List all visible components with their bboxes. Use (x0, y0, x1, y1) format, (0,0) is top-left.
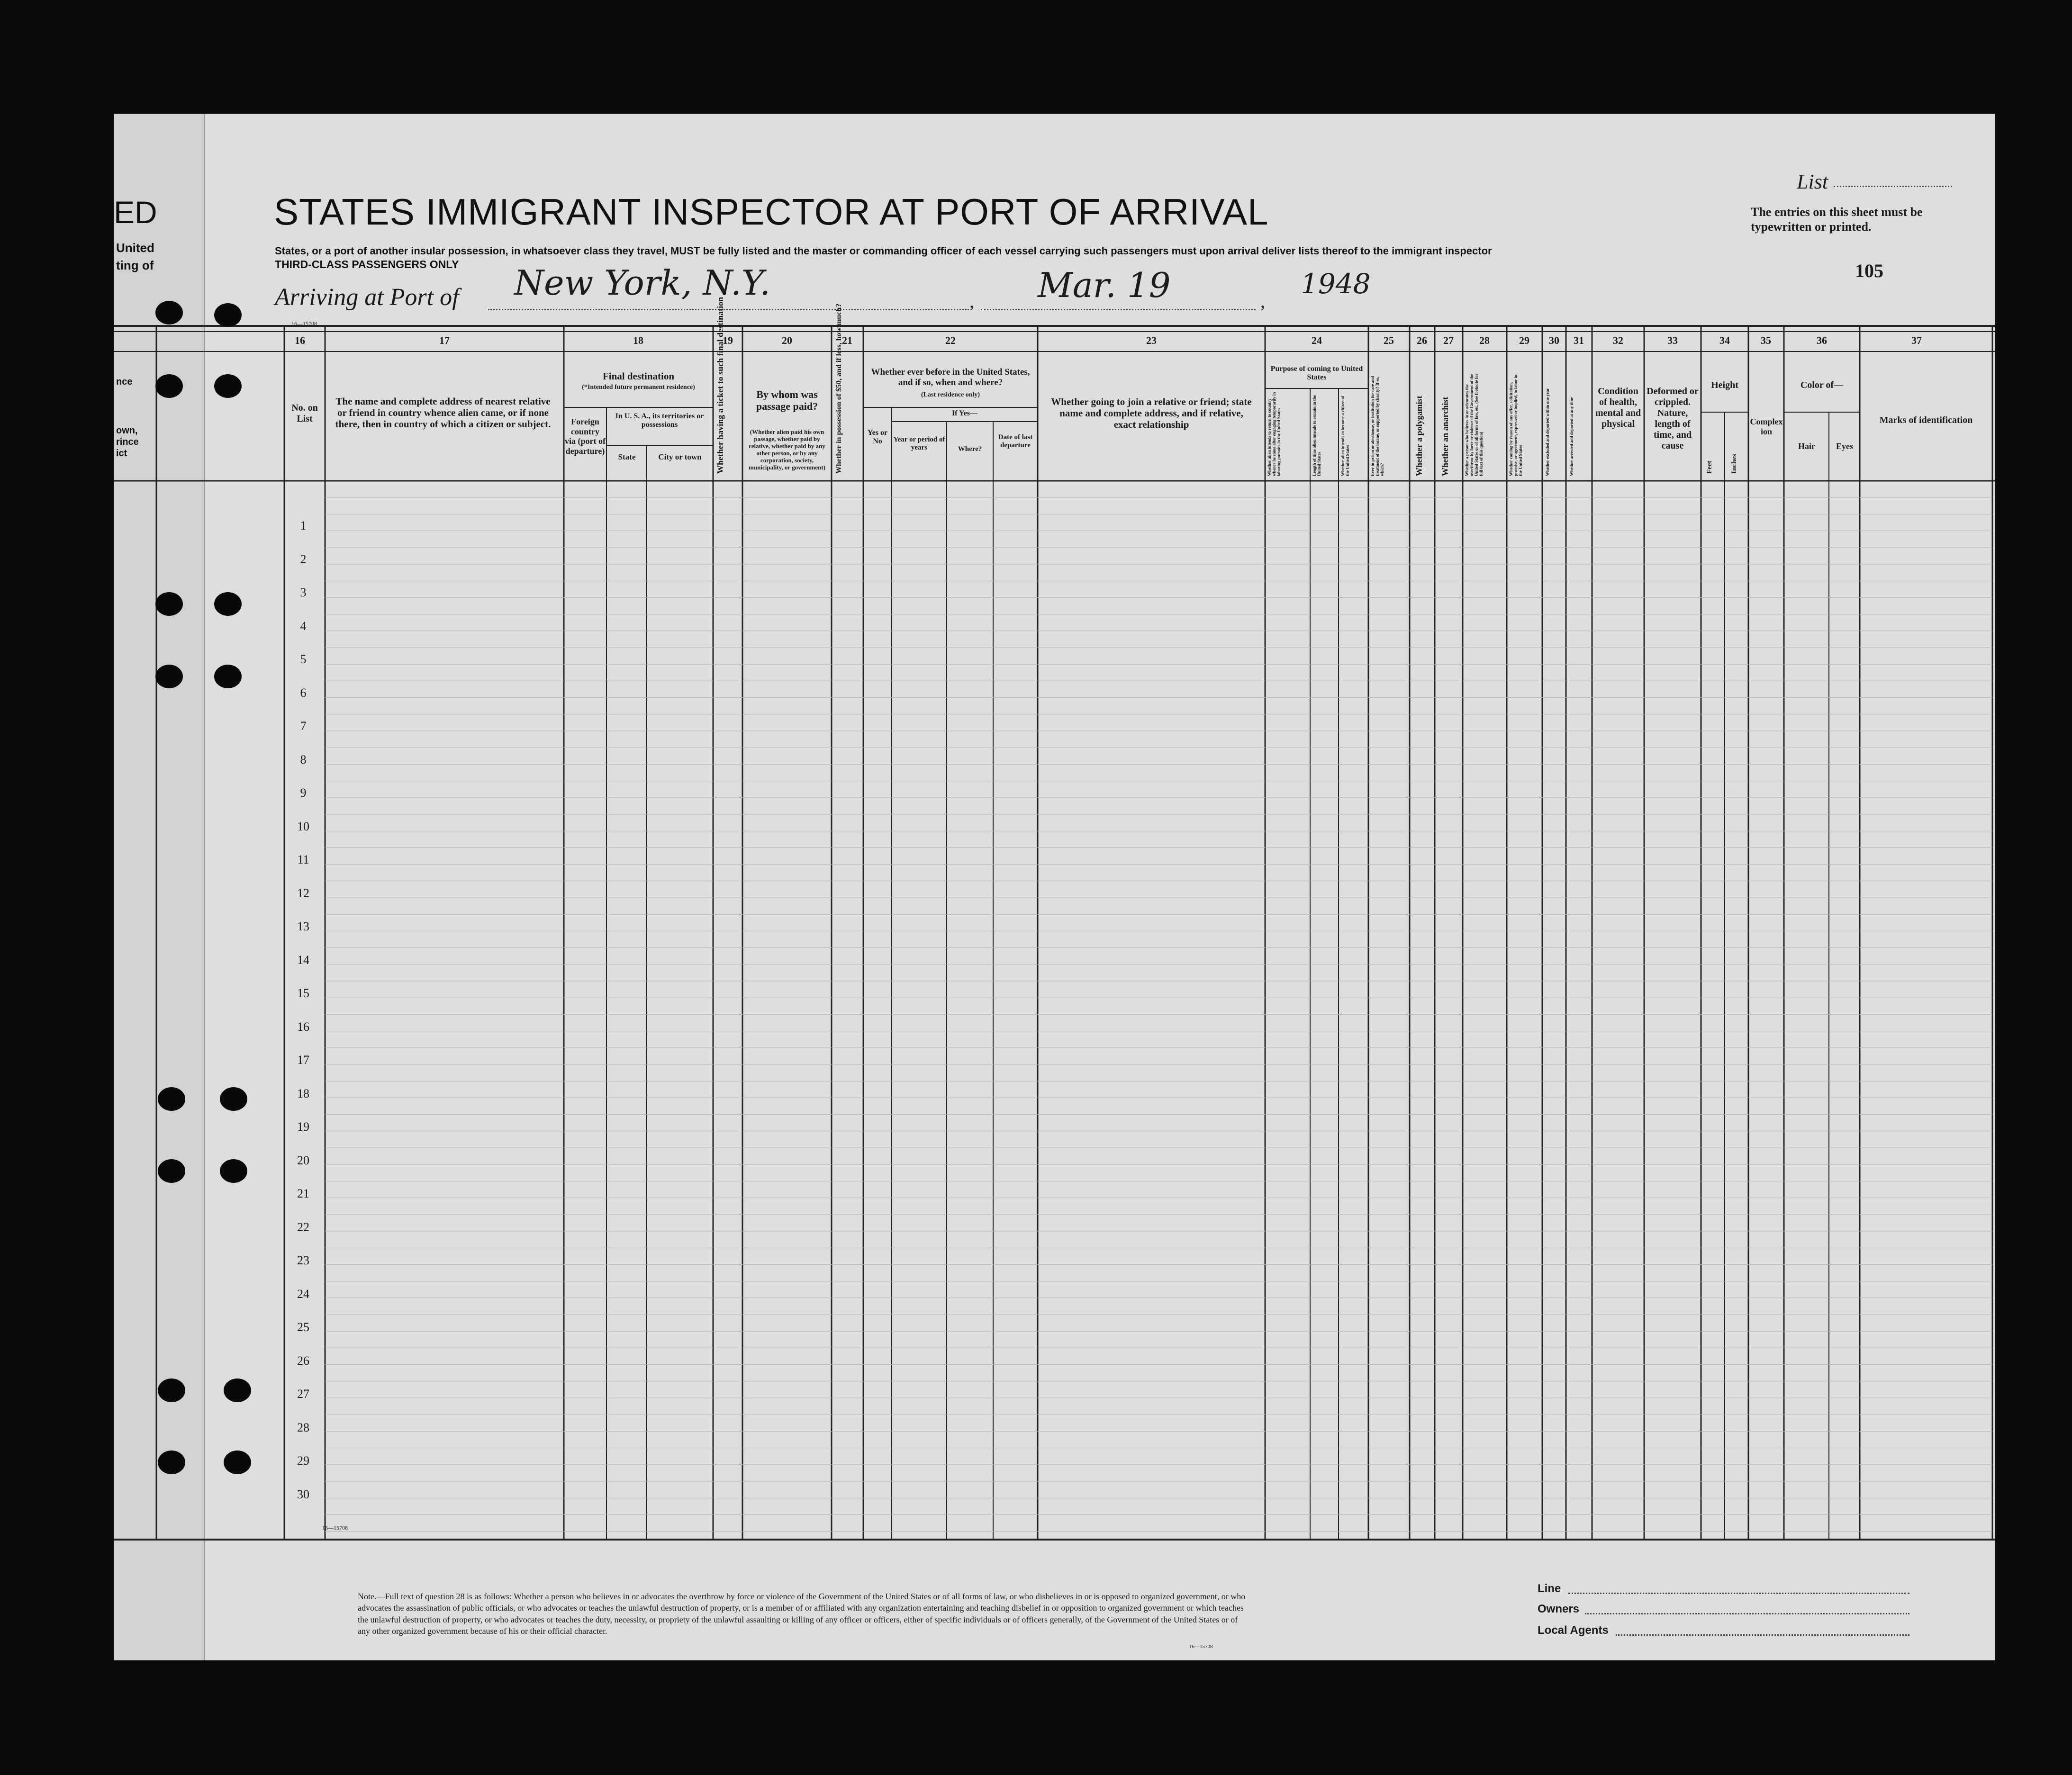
col-header: Deformed or crippled. Nature, length of time, and cause (1647, 386, 1699, 451)
col-num: 32 (1613, 334, 1623, 346)
binder-hole (224, 1379, 251, 1402)
row-number: 29 (297, 1454, 309, 1468)
row-number: 7 (300, 719, 307, 733)
line-field (1568, 1593, 1909, 1594)
col-num: 17 (439, 334, 450, 346)
binder-hole (220, 1159, 247, 1183)
binder-hole (158, 1159, 185, 1183)
col-subheader: Feet (1706, 460, 1713, 474)
row-number: 13 (297, 919, 309, 933)
col-subheader: City or town (658, 452, 702, 461)
col-num: 16 (295, 334, 305, 346)
binder-hole (155, 301, 183, 324)
row-number: 19 (297, 1120, 309, 1134)
col-subheader: Whether alien intends to become a citizen of the United States (1340, 396, 1350, 476)
line-label: Line (1538, 1582, 1561, 1595)
col-header: Whether going to join a relative or friend; state name and complete address, and if relative, exact relationship (1051, 396, 1252, 431)
footnote: Note.—Full text of question 28 is as follows: Whether a person who believes in or advocates the overthrow by force or violence of the Government of the United States or of all forms of law, or who disbelieves in or is opposed to organized government, or who advocates the assassination of public officials, or who advocates or teaches the unlawful destruction of property, or is a member of or affiliated with any organization entertaining and teaching disbelief in or opposition to organized government or which teaches the unlawful destruction of property, or who advocates or teaches the duty, necessity, or propriety of the unlawful assaulting or killing of any officer or officers, either of specific individuals or of officers generally, of the Government of the United States or of any other organized government because of his or their official character. (358, 1592, 1246, 1636)
row-number: 12 (297, 886, 309, 900)
binder-hole (214, 592, 242, 616)
form-code: 16—15708 (291, 320, 317, 327)
col-num: 33 (1667, 334, 1678, 346)
comma: , (1260, 290, 1265, 312)
stub-text: own, (116, 425, 138, 436)
col-num: 25 (1384, 334, 1394, 346)
arriving-label: Arriving at Port of (275, 284, 459, 311)
col-num: 28 (1479, 334, 1490, 346)
col-note: (Whether alien paid his own passage, whether paid by relative, whether paid by any other person, or by any corporation, society, municipality, or government) (749, 428, 825, 471)
binder-hole (158, 1451, 185, 1474)
owners-label: Owners (1538, 1603, 1580, 1615)
class-line: THIRD-CLASS PASSENGERS ONLY (275, 258, 459, 270)
col-num: 20 (782, 334, 792, 346)
col-subheader: If Yes— (951, 409, 978, 417)
binder-hole (158, 1087, 185, 1111)
col-num: 29 (1519, 334, 1529, 346)
col-num: 26 (1417, 334, 1427, 346)
date-value: Mar. 19 (1038, 265, 1171, 305)
port-value: New York, N.Y. (514, 263, 770, 303)
col-header: Purpose of coming to United States (1270, 365, 1363, 382)
list-label: List (1797, 170, 1828, 193)
col-num: 18 (633, 334, 643, 346)
row-number: 9 (300, 786, 307, 800)
stub-text: ting of (116, 258, 154, 272)
col-num: 27 (1443, 334, 1454, 346)
row-number: 3 (300, 586, 307, 599)
col-header: Whether coming by reason of any offer, solicitation, promise, or agreement, expressed or implied, to labor in the United States (1509, 374, 1523, 476)
page-title: STATES IMMIGRANT INSPECTOR AT PORT OF ARRIVAL (274, 191, 1269, 233)
stub-heading: ED (114, 195, 157, 230)
col-subheader: Date of last departure (998, 433, 1033, 450)
row-number: 2 (300, 552, 307, 566)
binder-hole (214, 303, 242, 327)
col-header: Marks of identification (1879, 415, 1973, 425)
col-subheader: Yes or No (867, 429, 888, 446)
col-subheader: Where? (958, 445, 982, 453)
binder-hole (158, 1379, 185, 1402)
page-number: 105 (1855, 260, 1883, 281)
row-number: 8 (300, 752, 307, 766)
binder-hole (220, 1087, 247, 1111)
row-number: 10 (297, 819, 309, 833)
stub-text: United (116, 241, 154, 255)
col-num: 23 (1146, 334, 1157, 346)
col-header: Whether having a ticket to such final destination (715, 297, 725, 474)
row-number: 14 (297, 953, 309, 967)
col-subheader: Eyes (1836, 441, 1853, 451)
row-number: 30 (297, 1487, 309, 1501)
col-header: Whether a polygamist (1414, 396, 1424, 476)
col-header: Ever in prison or almshouse, or institution for care and treatment of the insane, or supported by charity? If so, which? (1370, 376, 1384, 476)
col-header: Height (1711, 380, 1738, 390)
year-value: 1948 (1301, 268, 1371, 300)
row-number: 11 (297, 853, 309, 866)
row-number: 16 (297, 1019, 309, 1034)
row-number: 1 (300, 519, 307, 532)
col-header: Whether a person who believes in or advocates the overthrow by force or violence of the Government of the United States or of all forms of law, etc. (See footnote for full text of this question) (1465, 373, 1484, 476)
col-header: No. on List (291, 403, 318, 424)
col-header: Whether in possession of $50, and if less, how much? (835, 303, 843, 474)
row-number: 22 (297, 1220, 309, 1234)
row-number: 26 (297, 1353, 309, 1368)
col-subheader: Foreign country via (port of departure) (565, 417, 606, 456)
binder-hole (155, 665, 183, 688)
binder-hole (224, 1451, 251, 1474)
row-number: 20 (297, 1153, 309, 1167)
col-num: 22 (945, 334, 956, 346)
col-header: The name and complete address of nearest relative or friend in country whence alien came, or if none there, then in country of which a citizen or subject. (335, 396, 551, 430)
col-subheader: Hair (1798, 441, 1815, 451)
col-header: Whether ever before in the United States, and if so, when and where? (871, 367, 1030, 387)
agents-label: Local Agents (1538, 1624, 1609, 1637)
col-num: 24 (1312, 334, 1322, 346)
col-num: 31 (1574, 334, 1584, 346)
row-number: 15 (297, 986, 309, 1000)
col-subheader: Year or period of years (893, 436, 945, 452)
row-number: 6 (300, 685, 307, 700)
binder-hole (214, 374, 242, 398)
col-num: 34 (1719, 334, 1730, 346)
col-header: Whether an anarchist (1440, 396, 1450, 476)
col-header: Whether arrested and deported at any time (1569, 397, 1574, 476)
col-note: (*Intended future permanent residence) (582, 384, 695, 391)
stub-text: ict (116, 448, 127, 459)
instruction-text: The entries on this sheet must be typewritten or printed. (1751, 205, 1923, 234)
agents-field (1616, 1634, 1909, 1636)
col-num: 21 (842, 334, 852, 346)
col-subheader: Inches (1730, 454, 1738, 474)
row-number: 5 (300, 652, 307, 666)
col-num: 36 (1817, 334, 1827, 346)
col-header: By whom was passage paid? (756, 388, 818, 413)
col-num: 35 (1761, 334, 1771, 346)
row-number: 23 (297, 1253, 309, 1267)
row-number: 4 (300, 619, 307, 633)
row-number: 28 (297, 1420, 309, 1434)
footnote-code: 16—15708 (1189, 1644, 1213, 1649)
col-header: Condition of health, mental and physical (1595, 386, 1641, 429)
stub-text: rince (116, 437, 139, 447)
row-number: 24 (297, 1287, 309, 1301)
col-subheader: Length of time alien intends to remain in the United States (1312, 395, 1321, 476)
binder-hole (214, 665, 242, 688)
page-subtitle: States, or a port of another insular possession, in whatsoever class they travel, MUST be fully listed and the master or commanding officer of each vessel carrying such passengers must upon arrival deliver lists thereof to the immigrant inspector (275, 245, 1492, 257)
col-num: 19 (723, 334, 733, 346)
col-subheader: Whether alien intends to return to country whence he came after engaging temporarily in laboring pursuits in the United States (1267, 392, 1281, 476)
row-number: 21 (297, 1187, 309, 1200)
row-number: 27 (297, 1387, 309, 1401)
binder-hole (155, 374, 183, 398)
col-header: Final destination (602, 370, 675, 382)
row-number: 18 (297, 1086, 309, 1100)
col-subheader: In U. S. A., its territories or possessions (615, 412, 704, 429)
col-num: 37 (1911, 334, 1922, 346)
binder-hole (155, 592, 183, 616)
row-number: 25 (297, 1320, 309, 1334)
col-subheader: State (618, 452, 636, 461)
col-num: 30 (1549, 334, 1559, 346)
col-header: Whether excluded and deported within one year (1545, 388, 1550, 476)
comma: , (969, 290, 974, 312)
stub-text: nce (116, 377, 133, 387)
owners-field (1585, 1613, 1909, 1614)
bottom-form-code: 16—15708 (322, 1524, 348, 1531)
col-header: Color of— (1800, 380, 1844, 390)
row-number: 17 (297, 1053, 309, 1067)
col-header: Complexion (1750, 417, 1783, 436)
col-note: (Last residence only) (921, 391, 980, 398)
